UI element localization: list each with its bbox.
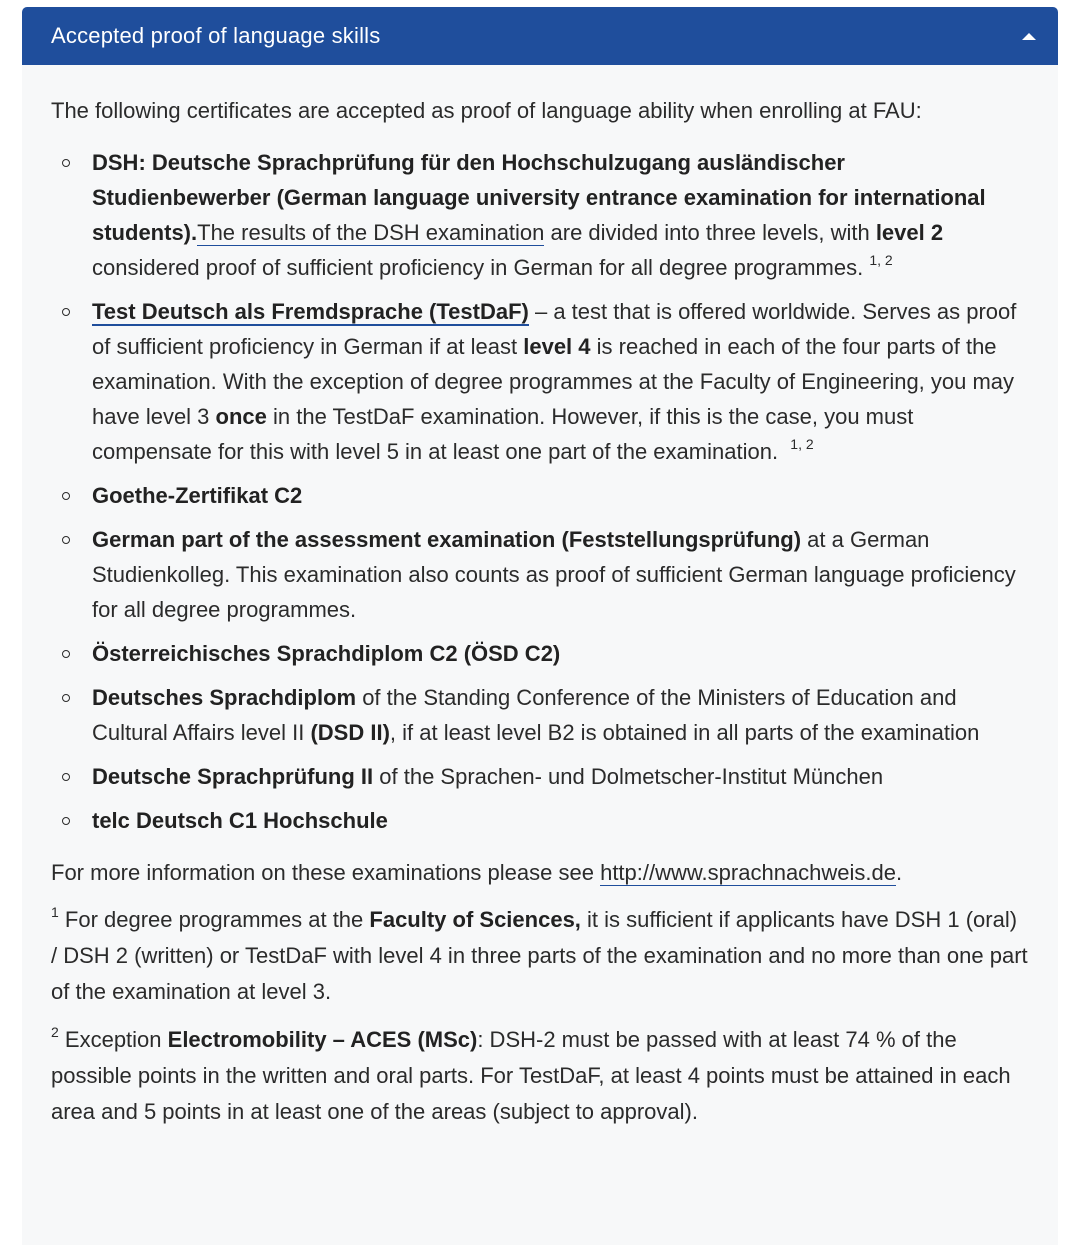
dsd-text-b: , if at least level B2 is obtained in all parts of the examination [389, 720, 980, 745]
list-item-feststellung [51, 522, 1028, 627]
testdaf-text-a: – a test that is offered worldwide. Serves as proof of sufficient proficiency in German if at least [92, 299, 1017, 359]
dsh-level: level 2 [875, 220, 944, 245]
accordion-header[interactable] [22, 7, 1058, 65]
list-item-osd [51, 636, 1028, 671]
accordion-title: Accepted proof of language skills [51, 23, 381, 48]
footnote-1-marker: 1 [51, 903, 59, 920]
feststellung-text: at a German Studienkolleg. This examination also counts as proof of sufficient German language proficiency for all degree programmes. [92, 527, 1016, 622]
dsd-text-a: of the Standing Conference of the Ministers of Education and Cultural Affairs level II [92, 685, 957, 745]
more-info-end: . [896, 860, 903, 885]
testdaf-footnote-ref: 1, 2 [790, 435, 814, 452]
footnote-2-bold: Electromobility – ACES (MSc) [167, 1027, 478, 1052]
osd-title: Österreichisches Sprachdiplom C2 (ÖSD C2) [92, 641, 561, 666]
sdi-title: Deutsche Sprachprüfung II [92, 764, 374, 789]
dsd-abbrev: (DSD II) [310, 720, 390, 745]
footnote-1-text-b: it is sufficient if applicants have DSH 1 (oral) / DSH 2 (written) or TestDaF with level 4 in three parts of the examination and no more than one part of the examination at level 3. [51, 907, 1028, 1004]
accordion-content [22, 65, 1058, 1245]
feststellung-title: German part of the assessment examination (Feststellungsprüfung) [92, 527, 802, 552]
caret-up-icon[interactable] [1022, 33, 1036, 40]
dsd-title: Deutsches Sprachdiplom [92, 685, 357, 710]
list-item-goethe [51, 478, 1028, 513]
dsh-footnote-ref: 1, 2 [869, 251, 893, 268]
certificate-list [51, 145, 1028, 838]
testdaf-text-b: is reached in each of the four parts of the examination. With the exception of degree programmes at the Faculty of Engineering, you may have level 3 [92, 334, 1015, 429]
footnote-1-text-a: For degree programmes at the [58, 907, 370, 932]
list-item-sdi [51, 759, 1028, 794]
list-item-dsh [51, 145, 1028, 285]
testdaf-once: once [215, 404, 267, 429]
sprachnachweis-link[interactable]: http://www.sprachnachweis.de [600, 860, 897, 885]
testdaf-link[interactable]: Test Deutsch als Fremdsprache (TestDaF) [92, 299, 529, 324]
list-item-testdaf [51, 294, 1028, 469]
footnote-1 [51, 902, 1028, 1010]
goethe-title: Goethe-Zertifikat C2 [92, 483, 303, 508]
footnote-2 [51, 1022, 1028, 1130]
footnote-2-marker: 2 [51, 1023, 59, 1040]
more-info-text: For more information on these examinations please see [51, 860, 601, 885]
footnote-2-text-a: Exception [58, 1027, 168, 1052]
list-item-telc [51, 803, 1028, 838]
dsh-results-link[interactable]: The results of the DSH examination [197, 220, 545, 245]
footnote-2-text-b: : DSH-2 must be passed with at least 74 % of the possible points in the written and oral parts. For TestDaF, at least 4 points must be attained in each area and 5 points in at least one of the areas (subject to approval). [51, 1027, 1011, 1124]
testdaf-text-c: in the TestDaF examination. However, if this is the case, you must compensate for this with level 5 in at least one part of the examination. [92, 404, 914, 464]
intro-text: The following certificates are accepted as proof of language ability when enrolling at FAU: [51, 98, 922, 123]
telc-title: telc Deutsch C1 Hochschule [92, 808, 388, 833]
language-proof-accordion [22, 7, 1058, 1245]
sdi-text: of the Sprachen- und Dolmetscher-Institut München [373, 764, 884, 789]
list-item-dsd [51, 680, 1028, 750]
footnote-1-bold: Faculty of Sciences, [369, 907, 581, 932]
more-info [51, 855, 1028, 890]
dsh-title: DSH: Deutsche Sprachprüfung für den Hochschulzugang ausländischer Studienbewerber (German language university entrance examination for international students). [92, 150, 986, 245]
dsh-text-a: are divided into three levels, with [544, 220, 876, 245]
testdaf-level: level 4 [523, 334, 591, 359]
dsh-text-b: considered proof of sufficient proficiency in German for all degree programmes. [92, 255, 864, 280]
